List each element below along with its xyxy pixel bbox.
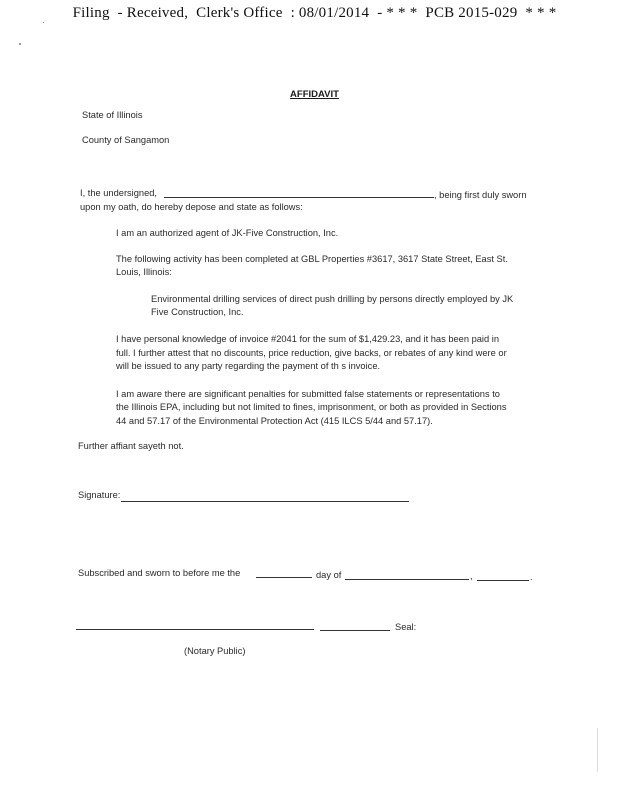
subscribed-comma: , — [470, 571, 473, 581]
month-blank-line — [345, 579, 469, 580]
name-blank-line — [164, 197, 434, 198]
notary-seal-line — [320, 630, 390, 631]
paragraph-penalties-line-3: 44 and 57.17 of the Environmental Protection Act (415 ILCS 5/44 and 57.17). — [116, 416, 433, 426]
day-of-label: day of — [316, 570, 342, 580]
subscribed-prefix: Subscribed and sworn to before me the — [78, 568, 241, 578]
seal-label: Seal: — [395, 622, 417, 632]
paragraph-activity-line-1: The following activity has been completed at GBL Properties #3617, 3617 State Street, East St. — [116, 254, 508, 264]
clerk-office: Clerk's Office — [196, 5, 283, 21]
notary-signature-line — [76, 629, 314, 630]
received-word: - Received, — [117, 5, 189, 21]
paragraph-invoice-line-3: will be issued to any party regarding the payment of th s invoice. — [116, 361, 381, 371]
scan-edge-mark — [597, 728, 598, 772]
paragraph-agent: I am an authorized agent of JK-Five Construction, Inc. — [116, 228, 339, 238]
scan-speck — [43, 22, 44, 23]
filing-stamp-header — [0, 5, 629, 22]
paragraph-invoice-line-2: full. I further attest that no discounts, price reduction, give backs, or rebates of any kind were or — [116, 348, 507, 358]
paragraph-penalties-line-1: I am aware there are significant penalties for submitted false statements or representations to — [116, 389, 500, 399]
activity-description-line-2: Five Construction, Inc. — [151, 307, 244, 317]
filing-date: : 08/01/2014 — [290, 5, 370, 21]
year-blank-line — [477, 580, 529, 581]
signature-label: Signature: — [78, 490, 121, 500]
stars-right: * * * — [525, 5, 557, 21]
county-line: County of Sangamon — [82, 135, 170, 145]
paragraph-invoice-line-1: I have personal knowledge of invoice #2041 for the sum of $1,429.23, and it has been paid in — [116, 334, 499, 344]
intro-suffix: , being first duly sworn — [434, 190, 527, 200]
further-affiant: Further affiant sayeth not. — [78, 441, 184, 451]
intro-prefix: I, the undersigned, — [80, 188, 158, 198]
intro-line-2: upon my oath, do hereby depose and state as follows: — [80, 202, 303, 212]
filing-word: Filing — [72, 5, 110, 21]
stars-left: - * * * — [377, 5, 418, 21]
notary-public-label: (Notary Public) — [184, 646, 246, 656]
subscribed-period: . — [530, 572, 533, 582]
document-title: AFFIDAVIT — [290, 89, 339, 100]
pcb-number: PCB 2015-029 — [425, 5, 518, 21]
paragraph-penalties-line-2: the Illinois EPA, including but not limited to fines, imprisonment, or both as provided in Sections — [116, 402, 507, 412]
signature-line — [121, 501, 409, 502]
day-blank-line — [256, 577, 312, 578]
activity-description-line-1: Environmental drilling services of direct push drilling by persons directly employed by JK — [151, 294, 514, 304]
state-line: State of Illinois — [82, 110, 143, 120]
scan-speck — [19, 43, 21, 45]
paragraph-activity-line-2: Louis, Illinois: — [116, 267, 172, 277]
